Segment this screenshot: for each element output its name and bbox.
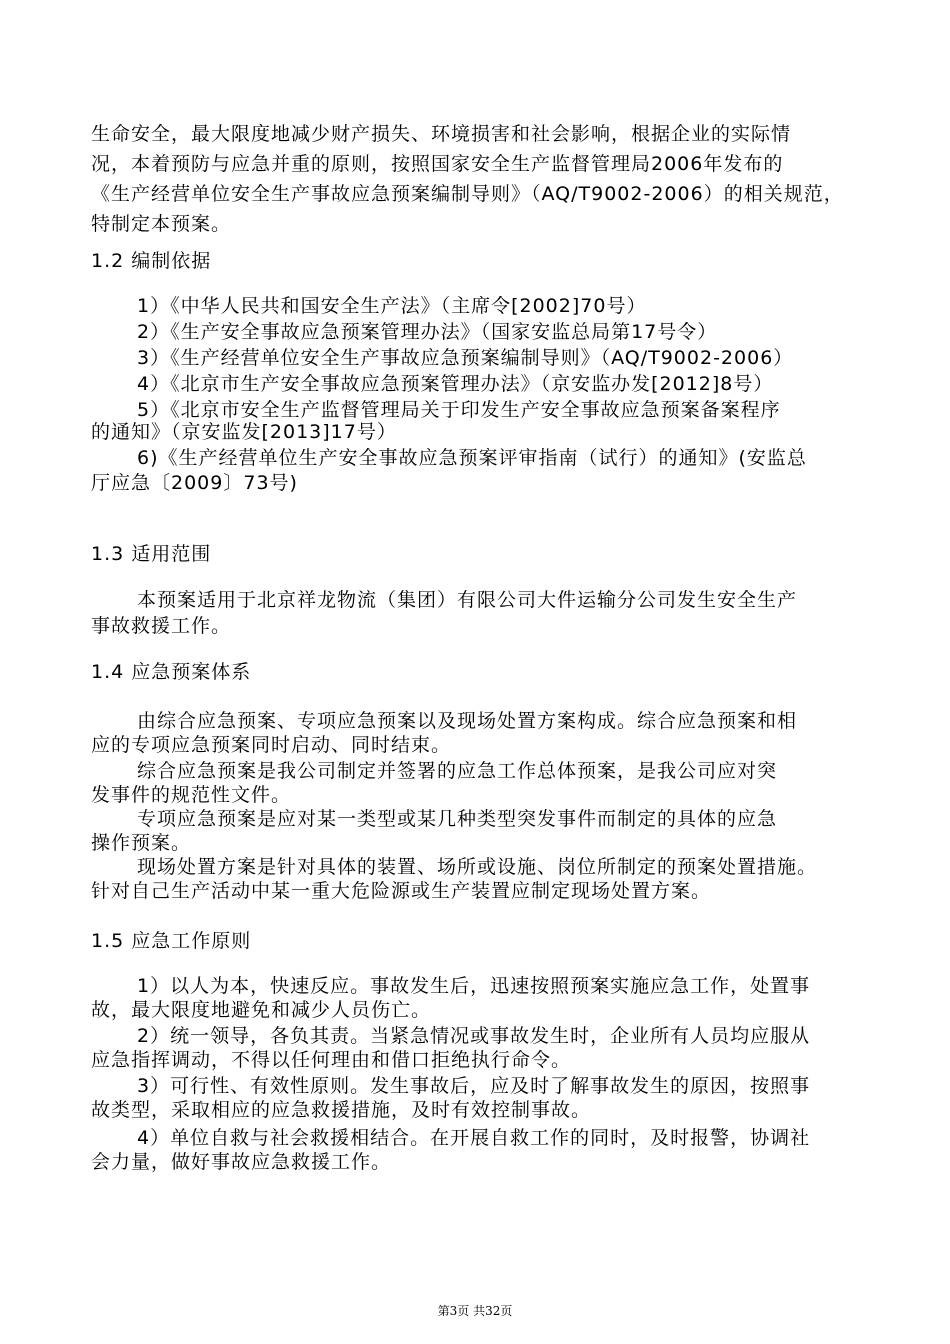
paragraph-line: 由综合应急预案、专项应急预案以及现场处置方案构成。综合应急预案和相	[137, 710, 798, 732]
section-heading: 1.4 应急预案体系	[91, 661, 252, 683]
paragraph-line: 现场处置方案是针对具体的装置、场所或设施、岗位所制定的预案处置措施。	[137, 856, 818, 878]
paragraph-line: 专项应急预案是应对某一类型或某几种类型突发事件而制定的具体的应急	[137, 808, 778, 830]
paragraph-line: 故，最大限度地避免和减少人员伤亡。	[91, 999, 432, 1021]
paragraph-line: 操作预案。	[91, 832, 192, 854]
paragraph-line: 发事件的规范性文件。	[91, 784, 292, 806]
paragraph-line: 应急指挥调动，不得以任何理由和借口拒绝执行命令。	[91, 1049, 572, 1071]
intro-line: 特制定本预案。	[91, 213, 232, 235]
paragraph-line: 2）统一领导，各负其责。当紧急情况或事故发生时，企业所有人员均应服从	[137, 1025, 811, 1047]
paragraph-line: 本预案适用于北京祥龙物流（集团）有限公司大件运输分公司发生安全生产	[137, 589, 798, 611]
intro-line: 况，本着预防与应急并重的原则，按照国家安全生产监督管理局2006年发布的	[91, 153, 784, 175]
paragraph-line: 4）单位自救与社会救援相结合。在开展自救工作的同时，及时报警，协调社	[137, 1127, 811, 1149]
list-item-continuation: 的通知》（京安监发[2013]17号）	[91, 421, 397, 443]
list-item: 4）《北京市生产安全事故应急预案管理办法》（京安监办发[2012]8号）	[137, 373, 774, 395]
list-item: 6)《生产经营单位生产安全事故应急预案评审指南（试行）的通知》(安监总	[137, 447, 807, 469]
intro-line: 生命安全，最大限度地减少财产损失、环境损害和社会影响，根据企业的实际情	[91, 123, 792, 145]
section-heading: 1.2 编制依据	[91, 250, 212, 272]
paragraph-line: 3）可行性、有效性原则。发生事故后，应及时了解事故发生的原因，按照事	[137, 1075, 811, 1097]
paragraph-line: 故类型，采取相应的应急救援措施，及时有效控制事故。	[91, 1099, 592, 1121]
paragraph-line: 会力量，做好事故应急救援工作。	[91, 1151, 392, 1173]
list-item: 1）《中华人民共和国安全生产法》（主席令[2002]70号）	[137, 295, 647, 317]
paragraph-line: 针对自己生产活动中某一重大危险源或生产装置应制定现场处置方案。	[91, 880, 712, 902]
list-item-continuation: 厅应急〔2009〕73号)	[91, 472, 298, 494]
section-heading: 1.3 适用范围	[91, 543, 212, 565]
paragraph-line: 综合应急预案是我公司制定并签署的应急工作总体预案，是我公司应对突	[137, 760, 778, 782]
list-item: 2）《生产安全事故应急预案管理办法》（国家安监总局第17号令）	[137, 321, 718, 343]
page-number: 第3页 共32页	[437, 1304, 513, 1318]
section-heading: 1.5 应急工作原则	[91, 930, 252, 952]
list-item: 5）《北京市安全生产监督管理局关于印发生产安全事故应急预案备案程序	[137, 399, 781, 421]
paragraph-line: 应的专项应急预案同时启动、同时结束。	[91, 734, 452, 756]
paragraph-line: 事故救援工作。	[91, 615, 232, 637]
paragraph-line: 1）以人为本，快速反应。事故发生后，迅速按照预案实施应急工作，处置事	[137, 975, 811, 997]
intro-line: 《生产经营单位安全生产事故应急预案编制导则》（AQ/T9002-2006）的相关规范，	[91, 183, 844, 205]
list-item: 3）《生产经营单位安全生产事故应急预案编制导则》（AQ/T9002-2006）	[137, 347, 794, 369]
